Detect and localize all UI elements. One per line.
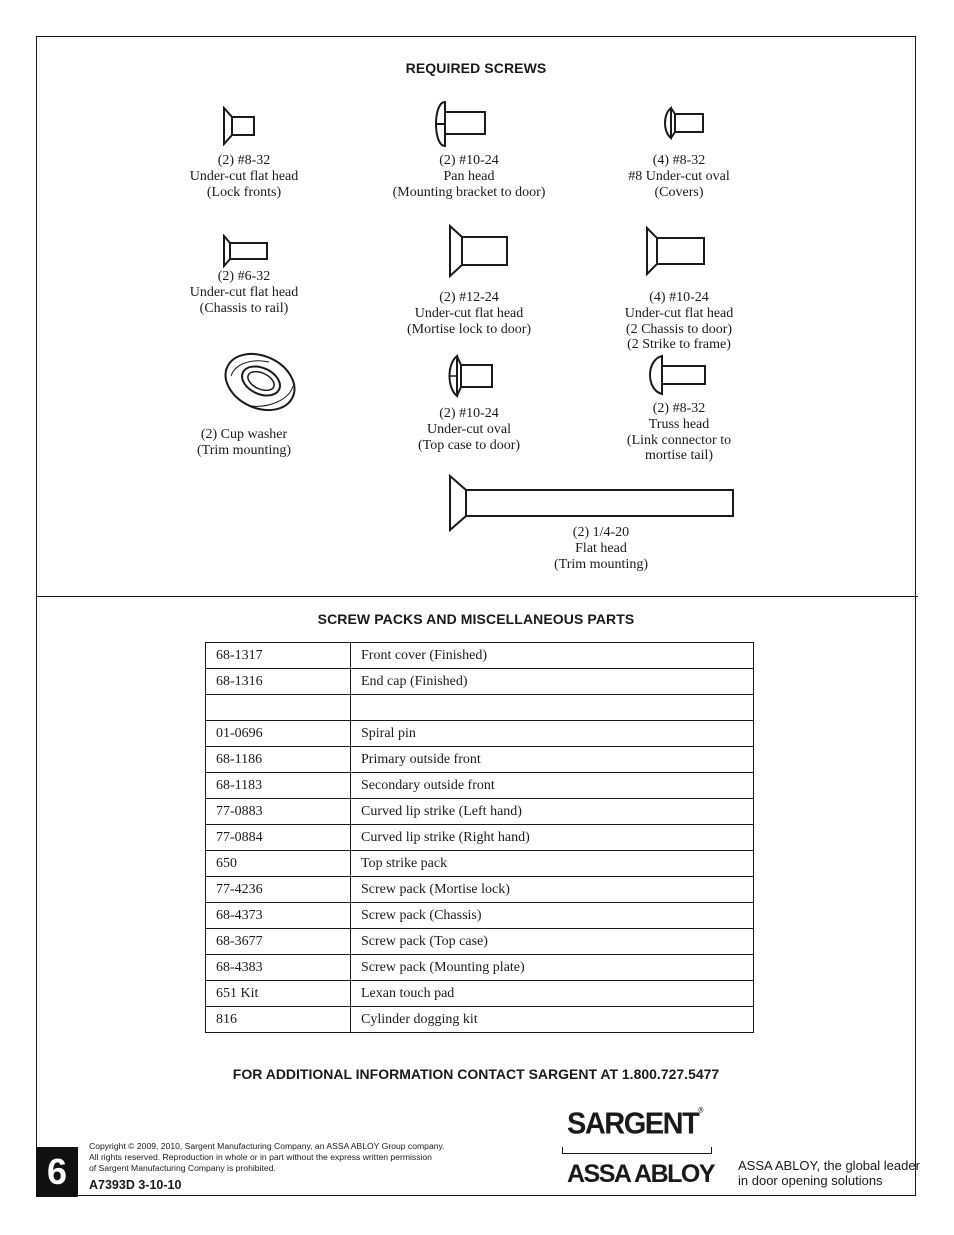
- table-row: [206, 877, 754, 903]
- screw-caption: (2) #12-24 Under-cut flat head (Mortise lock to door): [406, 290, 532, 337]
- part-number-cell: 68-4383: [206, 955, 351, 981]
- part-number-cell: 68-3677: [206, 929, 351, 955]
- screw-caption: (2) #6-32 Under-cut flat head (Chassis to rail): [189, 269, 299, 316]
- part-number-cell: 651 Kit: [206, 981, 351, 1007]
- table-row: [206, 981, 754, 1007]
- assa-abloy-logo: ASSA ABLOY: [567, 1160, 715, 1188]
- section-divider: [36, 596, 918, 597]
- required-screws-heading: REQUIRED SCREWS: [405, 60, 547, 76]
- table-row: [206, 955, 754, 981]
- part-description-cell: Front cover (Finished): [351, 643, 754, 669]
- table-row: [206, 825, 754, 851]
- truss-head-screw-icon: [648, 354, 708, 396]
- part-number-cell: 68-1317: [206, 643, 351, 669]
- table-row: [206, 851, 754, 877]
- part-number-cell: 68-4373: [206, 903, 351, 929]
- table-row: [206, 643, 754, 669]
- table-row: [206, 1007, 754, 1033]
- page-number: 6: [36, 1147, 78, 1197]
- copyright-notice: Copyright © 2009, 2010, Sargent Manufacturing Company, an ASSA ABLOY Group company. All rights reserved. Reproduction in whole or in part without the express written permission of Sargent Manufacturing Company is prohibited.: [89, 1141, 445, 1173]
- part-description-cell: End cap (Finished): [351, 669, 754, 695]
- table-row: [206, 669, 754, 695]
- part-description-cell: Screw pack (Top case): [351, 929, 754, 955]
- part-description-cell: Lexan touch pad: [351, 981, 754, 1007]
- part-description-cell: Top strike pack: [351, 851, 754, 877]
- table-row: [206, 695, 754, 721]
- table-row: [206, 721, 754, 747]
- sargent-logo: SARGENT®: [567, 1107, 704, 1141]
- table-row: [206, 799, 754, 825]
- screw-caption: (2) #8-32 Truss head (Link connector to mortise tail): [626, 401, 732, 464]
- flat-head-screw-small-icon: [222, 234, 270, 268]
- table-row: [206, 929, 754, 955]
- screw-caption: (4) #10-24 Under-cut flat head (2 Chassis to door) (2 Strike to frame): [624, 290, 734, 353]
- part-number-cell: 816: [206, 1007, 351, 1033]
- part-number-cell: [206, 695, 351, 721]
- flat-head-screw-icon: [222, 106, 256, 146]
- table-row: [206, 747, 754, 773]
- logo-divider: [711, 1147, 712, 1154]
- cup-washer-icon: [221, 350, 299, 414]
- oval-head-screw-icon: [661, 106, 707, 140]
- screw-caption: (4) #8-32 #8 Under-cut oval (Covers): [628, 153, 730, 200]
- screw-caption: (2) #10-24 Under-cut oval (Top case to door): [417, 406, 521, 453]
- part-description-cell: Cylinder dogging kit: [351, 1007, 754, 1033]
- part-number-cell: 77-0884: [206, 825, 351, 851]
- screw-caption: (2) Cup washer (Trim mounting): [197, 427, 291, 458]
- document-code: A7393D 3-10-10: [89, 1178, 182, 1192]
- flat-head-screw-medium-icon: [645, 226, 707, 276]
- parts-table: [205, 642, 754, 1033]
- part-description-cell: Screw pack (Chassis): [351, 903, 754, 929]
- part-description-cell: Screw pack (Mounting plate): [351, 955, 754, 981]
- part-description-cell: Curved lip strike (Right hand): [351, 825, 754, 851]
- flat-head-screw-large-icon: [448, 224, 510, 278]
- part-number-cell: 68-1316: [206, 669, 351, 695]
- screw-caption: (2) 1/4-20 Flat head (Trim mounting): [554, 525, 648, 572]
- part-number-cell: 01-0696: [206, 721, 351, 747]
- screw-caption: (2) #8-32 Under-cut flat head (Lock fronts): [189, 153, 299, 200]
- part-number-cell: 68-1183: [206, 773, 351, 799]
- part-number-cell: 77-0883: [206, 799, 351, 825]
- part-description-cell: Curved lip strike (Left hand): [351, 799, 754, 825]
- part-description-cell: Primary outside front: [351, 747, 754, 773]
- pan-head-screw-icon: [431, 100, 489, 148]
- part-description-cell: Screw pack (Mortise lock): [351, 877, 754, 903]
- part-number-cell: 77-4236: [206, 877, 351, 903]
- part-number-cell: 650: [206, 851, 351, 877]
- part-description-cell: Spiral pin: [351, 721, 754, 747]
- screw-caption: (2) #10-24 Pan head (Mounting bracket to door): [392, 153, 546, 200]
- table-row: [206, 903, 754, 929]
- logo-divider: [562, 1153, 712, 1154]
- contact-info: FOR ADDITIONAL INFORMATION CONTACT SARGENT AT 1.800.727.5477: [232, 1066, 720, 1082]
- tagline: ASSA ABLOY, the global leader in door opening solutions: [738, 1158, 920, 1188]
- parts-heading: SCREW PACKS AND MISCELLANEOUS PARTS: [317, 611, 635, 627]
- part-description-cell: Secondary outside front: [351, 773, 754, 799]
- oval-head-screw-icon: [445, 354, 495, 398]
- part-description-cell: [351, 695, 754, 721]
- table-row: [206, 773, 754, 799]
- part-number-cell: 68-1186: [206, 747, 351, 773]
